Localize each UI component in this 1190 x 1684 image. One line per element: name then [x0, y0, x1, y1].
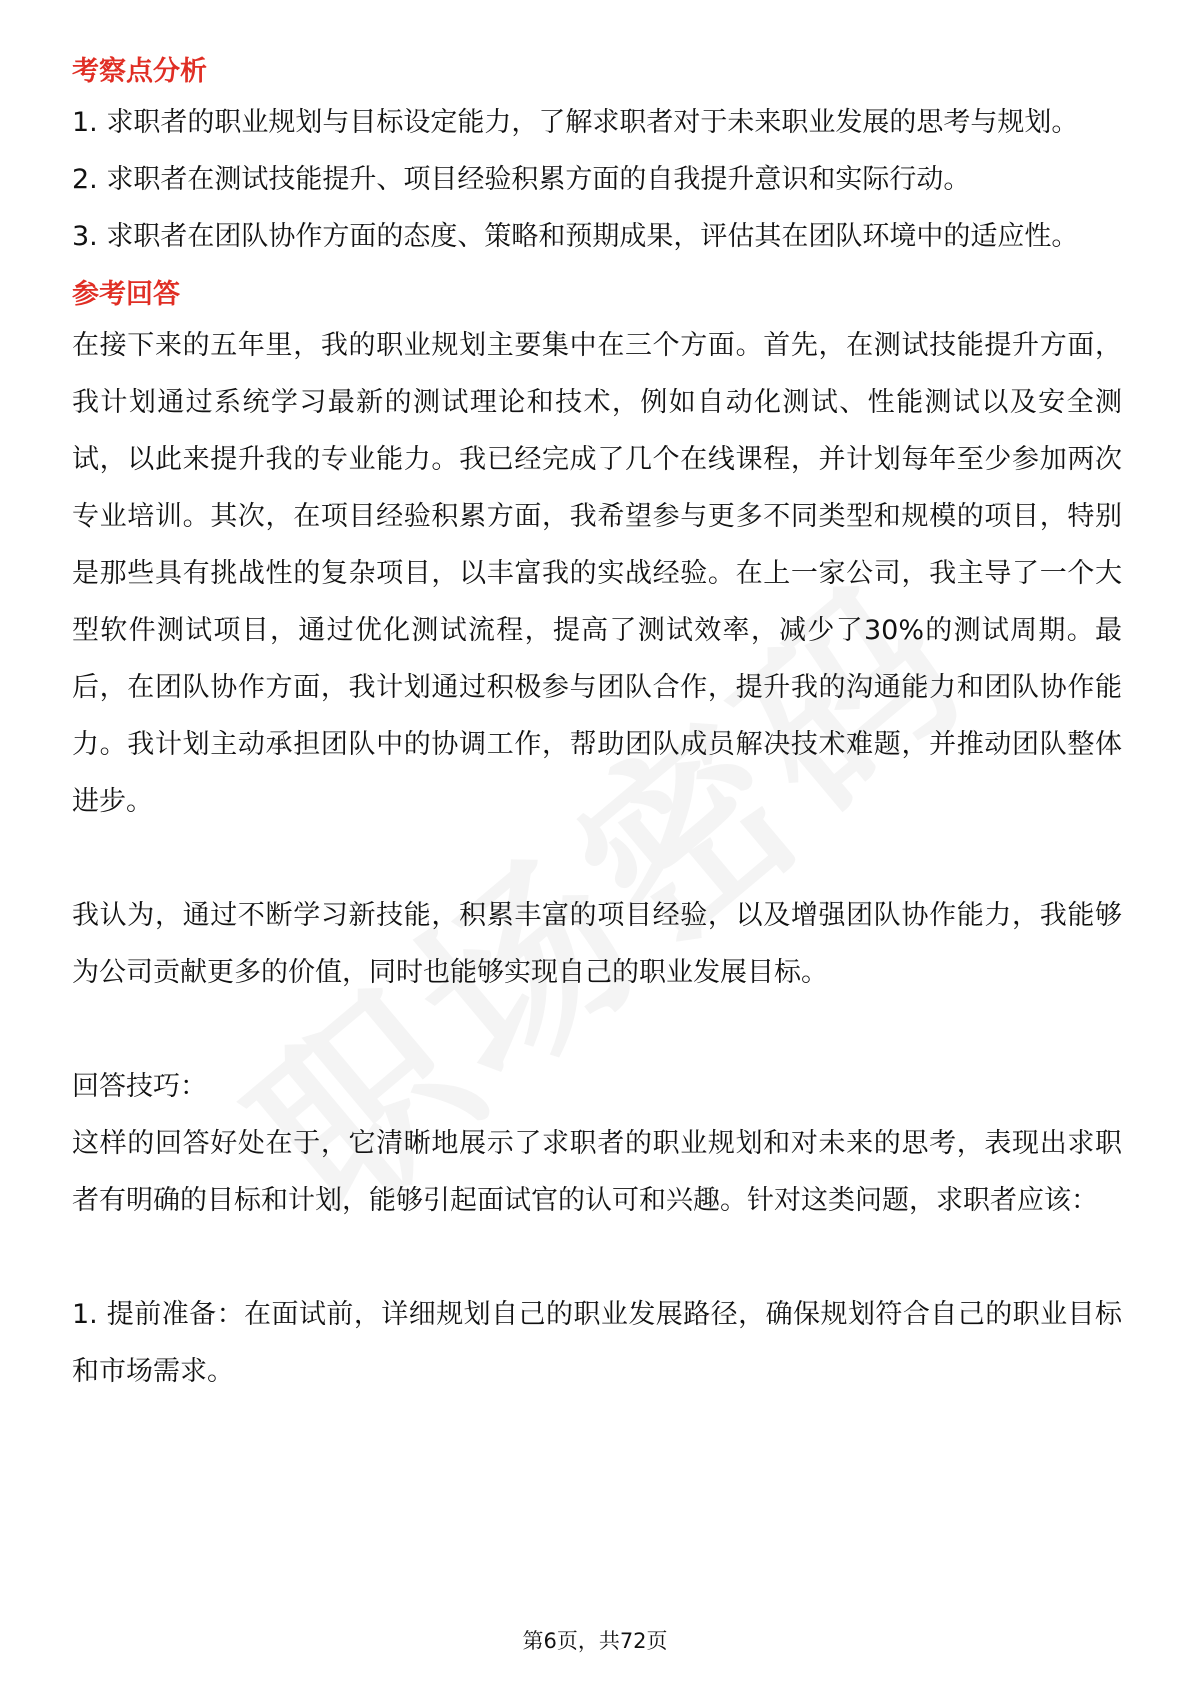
reference-section	[72, 273, 1122, 1001]
reference-paragraph-2: 我认为，通过不断学习新技能，积累丰富的项目经验，以及增强团队协作能力，我能够为公司贡献更多的价值，同时也能够实现自己的职业发展目标。	[72, 900, 1122, 988]
document-page	[72, 50, 1122, 1400]
analysis-heading: 考察点分析	[72, 56, 207, 87]
reference-paragraph-1: 在接下来的五年里，我的职业规划主要集中在三个方面。首先，在测试技能提升方面，我计划通过系统学习最新的测试理论和技术，例如自动化测试、性能测试以及安全测试，以此来提升我的专业能力。我已经完成了几个在线课程，并计划每年至少参加两次专业培训。其次，在项目经验积累方面，我希望参与更多不同类型和规模的项目，特别是那些具有挑战性的复杂项目，以丰富我的实战经验。在上一家公司，我主导了一个大型软件测试项目，通过优化测试流程，提高了测试效率，减少了30%的测试周期。最后，在团队协作方面，我计划通过积极参与团队合作，提升我的沟通能力和团队协作能力。我计划主动承担团队中的协调工作，帮助团队成员解决技术难题，并推动团队整体进步。	[72, 330, 1122, 817]
tips-intro: 这样的回答好处在于，它清晰地展示了求职者的职业规划和对未来的思考，表现出求职者有明确的目标和计划，能够引起面试官的认可和兴趣。针对这类问题，求职者应该：	[72, 1128, 1122, 1216]
reference-heading: 参考回答	[72, 279, 180, 310]
tips-heading: 回答技巧：	[72, 1071, 207, 1102]
tips-item-1: 1. 提前准备：在面试前，详细规划自己的职业发展路径，确保规划符合自己的职业目标和市场需求。	[72, 1299, 1122, 1387]
analysis-point-1: 1. 求职者的职业规划与目标设定能力，了解求职者对于未来职业发展的思考与规划。	[72, 107, 1079, 138]
analysis-point-2: 2. 求职者在测试技能提升、项目经验积累方面的自我提升意识和实际行动。	[72, 164, 971, 195]
analysis-point-3: 3. 求职者在团队协作方面的态度、策略和预期成果，评估其在团队环境中的适应性。	[72, 221, 1079, 252]
page-footer: 第6页，共72页	[522, 1629, 668, 1653]
analysis-section	[72, 50, 1122, 265]
tips-section	[72, 1058, 1122, 1400]
